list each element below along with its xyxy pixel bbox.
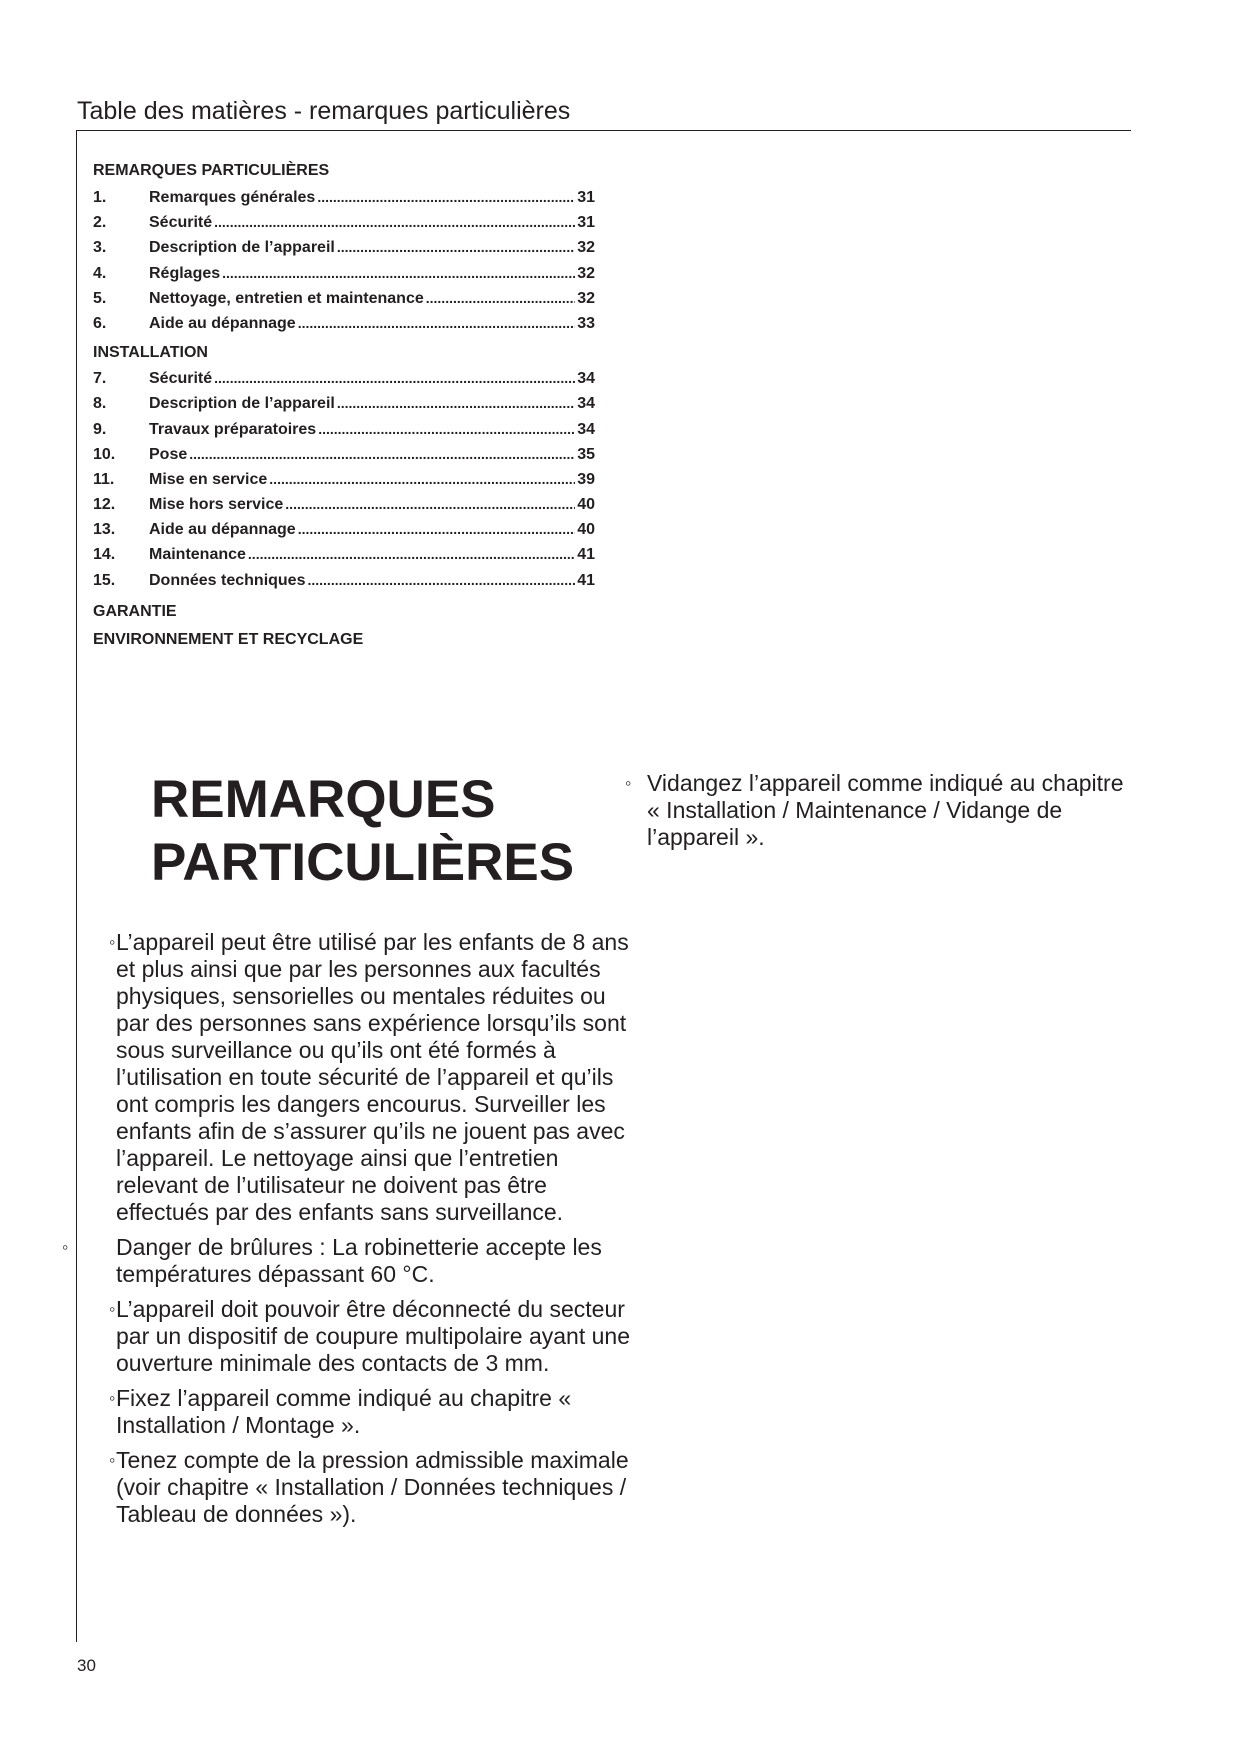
toc-dot-leader — [214, 366, 575, 391]
toc-entry-title: Travaux préparatoires — [149, 420, 317, 438]
toc-entry-page: 31 — [577, 189, 595, 206]
left-margin-rule — [76, 130, 77, 1642]
toc-dot-leader — [222, 261, 575, 286]
toc-entry-number: 14. — [93, 546, 116, 564]
toc-entry-title: Sécurité — [149, 370, 213, 388]
toc-entry-title: Description de l’appareil — [149, 395, 335, 413]
toc-dot-leader — [307, 568, 575, 593]
bullet-icon: ◦ — [109, 932, 116, 952]
toc-dot-leader — [318, 417, 575, 442]
toc-entry-title: Mise hors service — [149, 496, 284, 514]
toc-section-heading: REMARQUES PARTICULIÈRES — [93, 162, 330, 179]
section-heading — [151, 768, 574, 894]
paragraph-text: Fixez l’appareil comme indiqué au chapitre « Installation / Montage ». — [116, 1385, 572, 1438]
toc-entry[interactable] — [93, 286, 595, 311]
list-item — [625, 770, 1125, 851]
toc-entry-title: Réglages — [149, 264, 221, 282]
paragraph-text: L’appareil peut être utilisé par les enfants de 8 ans et plus ainsi que par les personnes aux facultés physiques, sensorielles ou mentales réduites ou par des personnes sans expérience lorsqu’ils sont sous surveillance ou qu’ils ont été formés à l’utilisation en toute sécurité de l’appareil et qu’ils ont compris les dangers encourus. Surveiller les enfants afin de s’assurer qu’ils ne jouent pas avec l’appareil. Le nettoyage ainsi que l’entretien relevant de l’utilisateur ne doivent pas être effectués par des enfants sans surveillance. — [116, 929, 629, 1225]
toc-entry-page: 31 — [577, 214, 595, 232]
page-header-title: Table des matières - remarques particulières — [77, 97, 571, 125]
right-column — [625, 770, 1125, 859]
toc-dot-leader — [248, 542, 575, 567]
toc-entry-title: Sécurité — [149, 214, 213, 232]
toc-entry[interactable] — [93, 366, 595, 391]
toc-entry-page: 40 — [577, 496, 595, 514]
toc-entry-page: 32 — [577, 264, 595, 282]
table-of-contents — [93, 160, 595, 653]
toc-entry-page: 32 — [577, 239, 595, 257]
toc-dot-leader — [285, 492, 575, 517]
bullet-icon: ◦ — [625, 773, 632, 793]
toc-entry[interactable] — [93, 391, 595, 416]
paragraph-text: L’appareil doit pouvoir être déconnecté du secteur par un dispositif de coupure multipolaire ayant une ouverture minimale des contacts de 3 mm. — [116, 1296, 630, 1376]
list-item — [92, 929, 632, 1226]
paragraph-text: Tenez compte de la pression admissible maximale (voir chapitre « Installation / Données techniques / Tableau de données »). — [116, 1447, 629, 1527]
toc-entry[interactable] — [93, 417, 595, 442]
toc-entry-title: Pose — [149, 445, 188, 463]
bullet-icon: ◦ — [109, 1450, 116, 1470]
toc-entry-page: 41 — [577, 571, 595, 589]
bullet-icon: ◦ — [109, 1388, 116, 1408]
toc-entry-title: Mise en service — [149, 470, 268, 488]
toc-environnement[interactable]: ENVIRONNEMENT ET RECYCLAGE — [93, 630, 364, 648]
toc-entry[interactable] — [93, 442, 595, 467]
page-number: 30 — [77, 1656, 96, 1675]
toc-entry-number: 13. — [93, 521, 116, 539]
toc-entry[interactable] — [93, 235, 595, 260]
paragraph-text: Danger de brûlures : La robinetterie accepte les températures dépassant 60 °C. — [116, 1234, 602, 1287]
section-heading-line-2: PARTICULIÈRES — [151, 833, 575, 892]
left-column — [62, 929, 632, 1536]
toc-entry-page: 34 — [577, 420, 595, 438]
section-heading-line-1: REMARQUES — [151, 770, 496, 829]
toc-entry-number: 11. — [93, 470, 115, 488]
toc-entry-title: Maintenance — [149, 546, 246, 564]
toc-dot-leader — [337, 391, 575, 416]
toc-entry-page: 32 — [577, 289, 595, 307]
toc-entry[interactable] — [93, 311, 595, 336]
list-item — [92, 1447, 632, 1528]
toc-entry-number: 8. — [93, 395, 107, 413]
toc-entry-number: 5. — [93, 289, 107, 307]
toc-dot-leader — [189, 442, 575, 467]
toc-entry-number: 3. — [93, 239, 107, 257]
toc-entry[interactable] — [93, 261, 595, 286]
toc-entry[interactable] — [93, 542, 595, 567]
list-item — [92, 1385, 632, 1439]
bullet-icon: ◦ — [109, 1299, 116, 1319]
toc-dot-leader — [317, 185, 575, 210]
toc-entry-number: 7. — [93, 370, 107, 388]
toc-entry-title: Aide au dépannage — [149, 314, 296, 332]
toc-entry-title: Aide au dépannage — [149, 521, 296, 539]
toc-entry[interactable] — [93, 492, 595, 517]
toc-dot-leader — [298, 311, 576, 336]
toc-entry-page: 34 — [577, 395, 595, 413]
toc-entry-number: 1. — [93, 189, 107, 206]
toc-entry-page: 39 — [577, 470, 595, 488]
toc-entry-number: 2. — [93, 214, 107, 232]
toc-entry-page: 35 — [577, 445, 595, 463]
toc-dot-leader — [298, 517, 576, 542]
header-divider — [77, 130, 1131, 131]
toc-entry[interactable] — [93, 210, 595, 235]
toc-entry-title: Remarques générales — [149, 189, 316, 206]
toc-entry-page: 34 — [577, 370, 595, 388]
toc-entry[interactable] — [93, 467, 595, 492]
paragraph-text: Vidangez l’appareil comme indiqué au chapitre « Installation / Maintenance / Vidange de l’appareil ». — [647, 770, 1124, 850]
toc-dot-leader — [214, 210, 575, 235]
bullet-icon: ◦ — [62, 1237, 69, 1257]
list-item — [92, 1296, 632, 1377]
toc-dot-leader — [426, 286, 575, 311]
toc-entry-number: 10. — [93, 445, 116, 463]
toc-entry-number: 6. — [93, 314, 107, 332]
toc-entry-title: Nettoyage, entretien et maintenance — [149, 289, 424, 307]
toc-entry[interactable] — [93, 517, 595, 542]
toc-entry-page: 41 — [577, 546, 595, 564]
toc-entry-number: 15. — [93, 571, 116, 589]
toc-entry-page: 40 — [577, 521, 595, 539]
toc-dot-leader — [269, 467, 575, 492]
toc-entry-number: 9. — [93, 420, 107, 438]
toc-entry-number: 4. — [93, 264, 107, 282]
toc-dot-leader — [337, 235, 575, 260]
toc-section-heading: INSTALLATION — [93, 344, 208, 362]
toc-entry-title: Description de l’appareil — [149, 239, 335, 257]
toc-entry[interactable] — [93, 568, 595, 593]
toc-garantie[interactable]: GARANTIE — [93, 602, 177, 620]
list-item — [62, 1234, 632, 1288]
toc-entry-page: 33 — [577, 314, 595, 332]
toc-entry-title: Données techniques — [149, 571, 306, 589]
toc-entry[interactable] — [93, 185, 595, 210]
toc-entry-number: 12. — [93, 496, 116, 514]
